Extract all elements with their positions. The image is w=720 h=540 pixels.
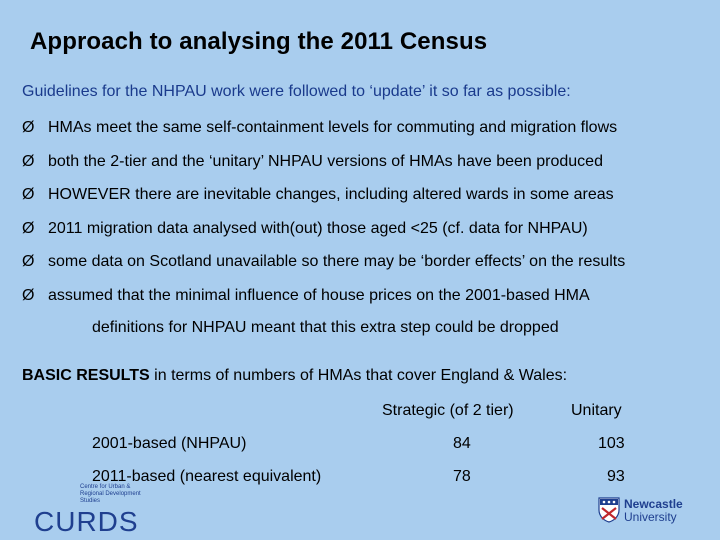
results-heading-rest: in terms of numbers of HMAs that cover England & Wales: bbox=[149, 367, 568, 384]
slide-title: Approach to analysing the 2011 Census bbox=[30, 28, 488, 55]
bullet-item bbox=[22, 253, 625, 271]
curds-logo: CURDS bbox=[34, 506, 139, 537]
column-header-unitary: Unitary bbox=[571, 402, 622, 419]
row-strategic-value: 84 bbox=[453, 435, 471, 452]
bullet-text: both the 2-tier and the ‘unitary’ NHPAU versions of HMAs have been produced bbox=[48, 153, 603, 170]
newcastle-wordmark-line2: University bbox=[624, 510, 677, 524]
newcastle-wordmark-line1: Newcastle bbox=[624, 497, 683, 511]
curds-logo-subtitle: Centre for Urban & Regional Development Studies bbox=[80, 484, 141, 504]
bullet-text: assumed that the minimal influence of house prices on the 2001-based HMA bbox=[48, 287, 590, 304]
slide-subtitle: Guidelines for the NHPAU work were followed to ‘update’ it so far as possible: bbox=[22, 83, 571, 100]
row-unitary-value: 103 bbox=[598, 435, 625, 452]
newcastle-wordmark bbox=[624, 498, 683, 524]
column-header-strategic: Strategic (of 2 tier) bbox=[382, 402, 514, 419]
bullet-continuation: definitions for NHPAU meant that this extra step could be dropped bbox=[92, 319, 559, 336]
university-shield-icon bbox=[598, 497, 620, 523]
row-label: 2001-based (NHPAU) bbox=[92, 435, 247, 452]
arrow-bullet-icon: Ø bbox=[22, 253, 35, 270]
bullet-item bbox=[22, 153, 603, 171]
bullet-text: HMAs meet the same self-containment levels for commuting and migration flows bbox=[48, 119, 618, 136]
bullet-item bbox=[22, 220, 588, 238]
arrow-bullet-icon: Ø bbox=[22, 287, 35, 304]
results-heading-bold: BASIC RESULTS bbox=[22, 367, 150, 384]
bullet-item bbox=[22, 287, 590, 305]
bullet-item bbox=[22, 186, 614, 204]
row-strategic-value: 78 bbox=[453, 468, 471, 485]
row-unitary-value: 93 bbox=[607, 468, 625, 485]
row-label: 2011-based (nearest equivalent) bbox=[92, 468, 322, 485]
bullet-text: HOWEVER there are inevitable changes, including altered wards in some areas bbox=[48, 186, 614, 203]
bullet-item bbox=[22, 119, 617, 137]
arrow-bullet-icon: Ø bbox=[22, 220, 35, 237]
arrow-bullet-icon: Ø bbox=[22, 119, 35, 136]
bullet-text: some data on Scotland unavailable so there may be ‘border effects’ on the results bbox=[48, 253, 626, 270]
arrow-bullet-icon: Ø bbox=[22, 186, 35, 203]
results-heading bbox=[22, 367, 567, 385]
arrow-bullet-icon: Ø bbox=[22, 153, 35, 170]
newcastle-university-logo bbox=[598, 497, 708, 527]
bullet-text: 2011 migration data analysed with(out) those aged <25 (cf. data for NHPAU) bbox=[48, 220, 588, 237]
